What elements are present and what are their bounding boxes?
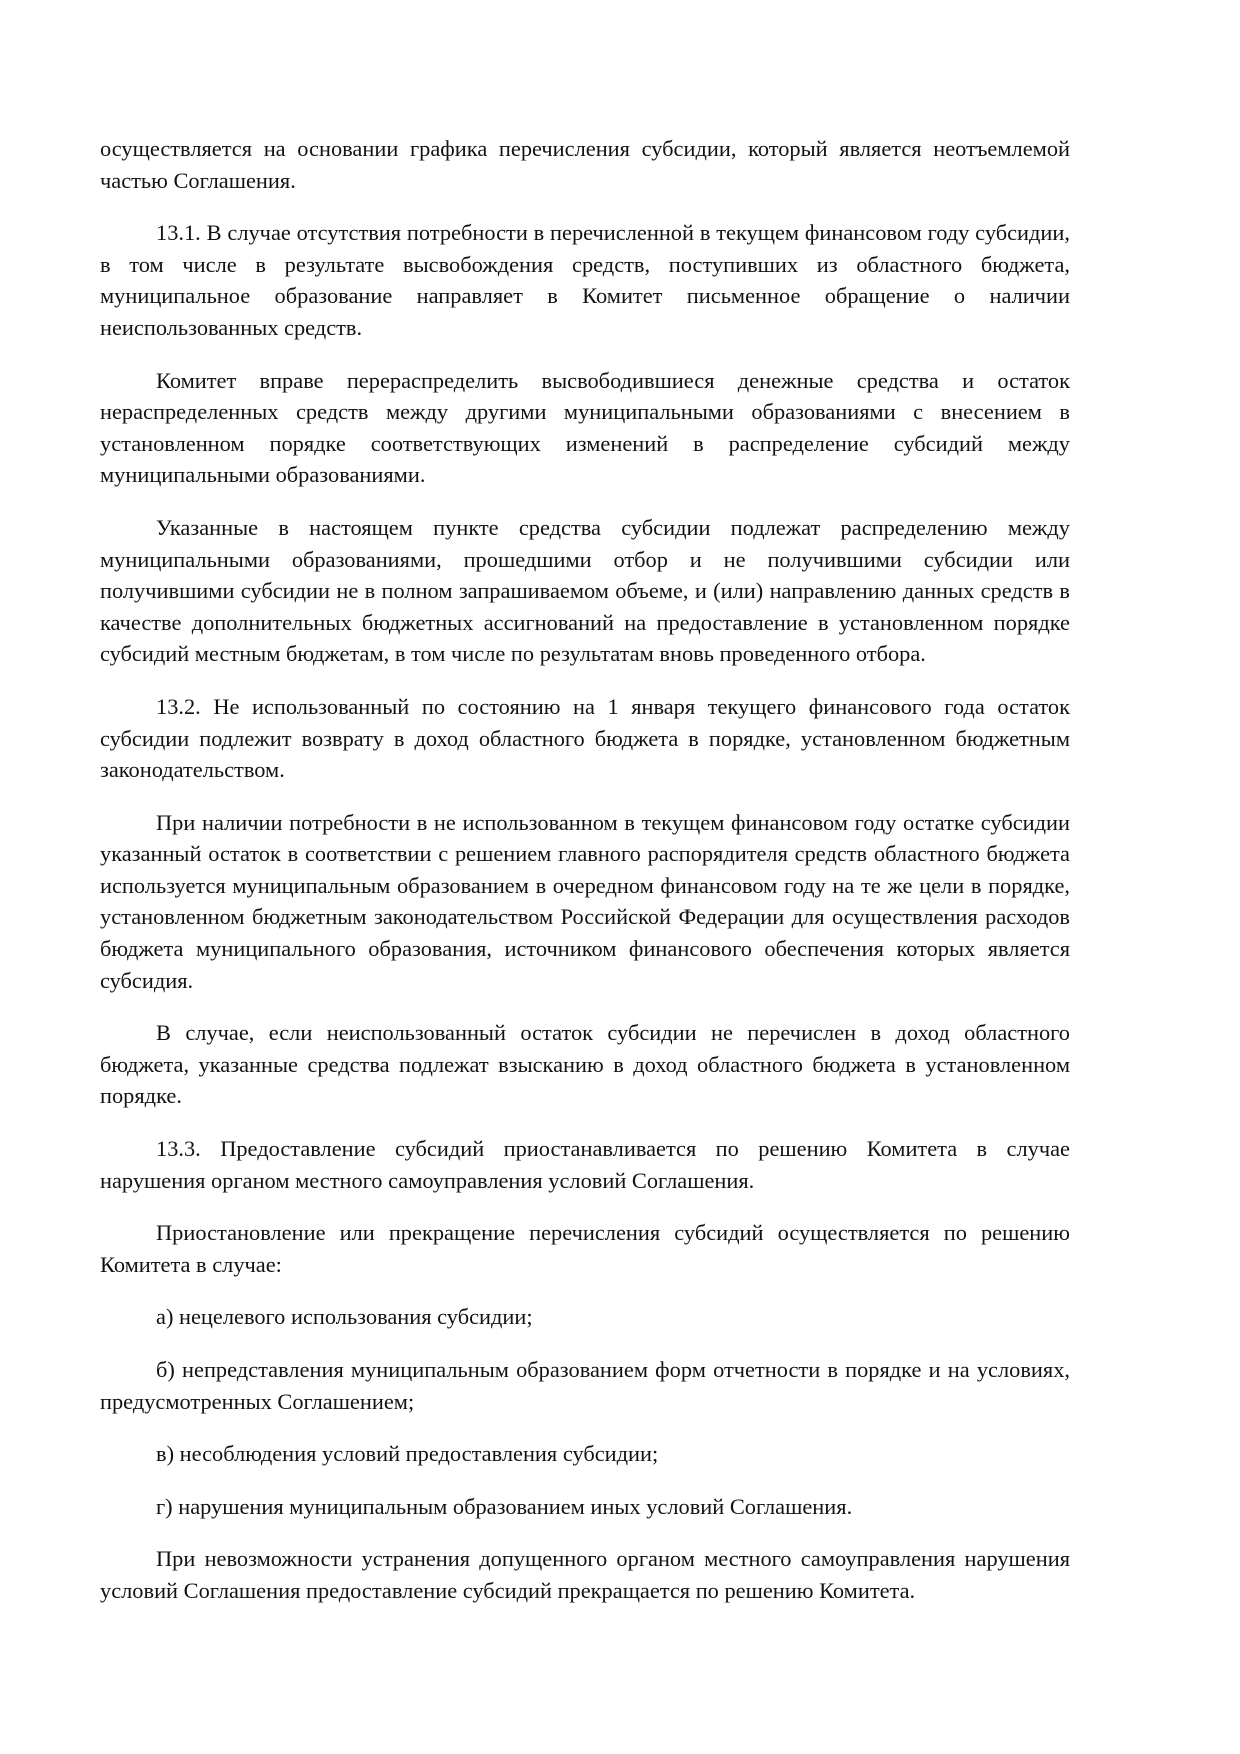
paragraph-clause-13-3: 13.3. Предоставление субсидий приостанавливается по решению Комитета в случае нарушения органом местного самоуправления условий Соглашения.	[100, 1136, 1070, 1193]
list-item-b: б) непредставления муниципальным образованием форм отчетности в порядке и на условиях, предусмотренных Соглашением;	[100, 1357, 1070, 1414]
document-body	[100, 133, 1070, 1607]
paragraph-committee-redistribute: Комитет вправе перераспределить высвободившиеся денежные средства и остаток нераспределенных средств между другими муниципальными образованиями с внесением в установленном порядке соответствующих изменений в распределение субсидий между муниципальными образованиями.	[100, 367, 1070, 488]
paragraph-specified-funds: Указанные в настоящем пункте средства субсидии подлежат распределению между муниципальными образованиями, прошедшими отбор и не получившими субсидии или получившими субсидии не в полном запрашиваемом объеме, и (или) направлению данных средств в качестве дополнительных бюджетных ассигнований на предоставление в установленном порядке субсидий местным бюджетам, в том числе по результатам вновь проведенного отбора.	[100, 514, 1070, 667]
list-item-a: а) нецелевого использования субсидии;	[156, 1304, 533, 1330]
paragraph-clause-13-1: 13.1. В случае отсутствия потребности в перечисленной в текущем финансовом году субсидии, в том числе в результате высвобождения средств, поступивших из областного бюджета, муниципальное образование направляет в Комитет письменное обращение о наличии неиспользованных средств.	[100, 220, 1070, 340]
list-item-g: г) нарушения муниципальным образованием иных условий Соглашения.	[156, 1493, 853, 1519]
paragraph-termination: При невозможности устранения допущенного органом местного самоуправления нарушения условий Соглашения предоставление субсидий прекращается по решению Комитета.	[100, 1546, 1070, 1603]
list-item-v: в) несоблюдения условий предоставления субсидии;	[156, 1441, 659, 1467]
paragraph-continuation: осуществляется на основании графика перечисления субсидии, который является неотъемлемой частью Соглашения.	[100, 136, 1070, 193]
paragraph-clause-13-2: 13.2. Не использованный по состоянию на 1 января текущего финансового года остаток субсидии подлежит возврату в доход областного бюджета в порядке, установленном бюджетным законодательством.	[100, 693, 1070, 783]
paragraph-unreturned-remainder: В случае, если неиспользованный остаток субсидии не перечислен в доход областного бюджета, указанные средства подлежат взысканию в доход областного бюджета в установленном порядке.	[100, 1020, 1070, 1109]
paragraph-suspension-intro: Приостановление или прекращение перечисления субсидий осуществляется по решению Комитета в случае:	[100, 1220, 1070, 1277]
paragraph-need-remainder: При наличии потребности в не использованном в текущем финансовом году остатке субсидии указанный остаток в соответствии с решением главного распорядителя средств областного бюджета используется муниципальным образованием в очередном финансовом году на те же цели в порядке, установленном бюджетным законодательством Российской Федерации для осуществления расходов бюджета муниципального образования, источником финансового обеспечения которых является субсидия.	[100, 809, 1070, 993]
